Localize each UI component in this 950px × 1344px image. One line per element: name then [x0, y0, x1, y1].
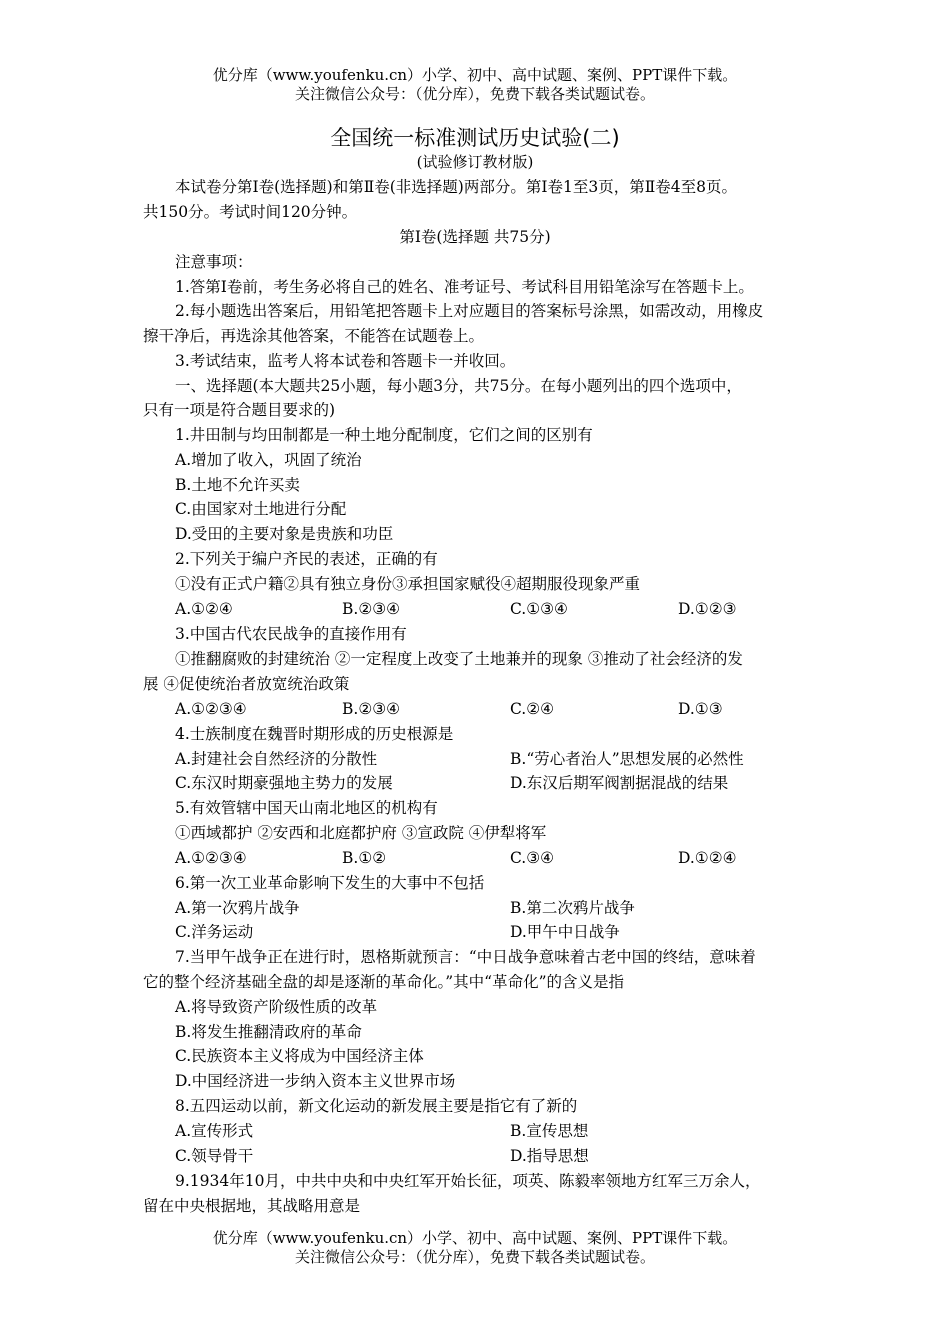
q1-option-b: B.土地不允许买卖: [175, 476, 300, 494]
q8-option-b: B.宣传思想: [510, 1122, 589, 1140]
q8-stem: 8.五四运动以前，新文化运动的新发展主要是指它有了新的: [175, 1097, 578, 1115]
part1-line-2: 只有一项是符合题目要求的): [143, 401, 336, 419]
q8-option-d: D.指导思想: [510, 1147, 589, 1165]
q3-option-a: A.①②③④: [175, 700, 247, 718]
q5-option-d: D.①②④: [678, 849, 737, 867]
q3-stem: 3.中国古代农民战争的直接作用有: [175, 625, 407, 643]
q3-items-line-1: ①推翻腐败的封建统治 ②一定程度上改变了土地兼并的现象 ③推动了社会经济的发: [175, 650, 743, 668]
part1-line-1: 一、选择题(本大题共25小题，每小题3分，共75分。在每小题列出的四个选项中，: [175, 377, 742, 395]
intro-line-1: 本试卷分第Ⅰ卷(选择题)和第Ⅱ卷(非选择题)两部分。第Ⅰ卷1至3页，第Ⅱ卷4至8页。: [175, 178, 737, 196]
q7-option-c: C.民族资本主义将成为中国经济主体: [175, 1047, 424, 1065]
q1-option-d: D.受田的主要对象是贵族和功臣: [175, 525, 394, 543]
q6-option-b: B.第二次鸦片战争: [510, 899, 635, 917]
q6-stem: 6.第一次工业革命影响下发生的大事中不包括: [175, 874, 485, 892]
q9-stem-line-2: 留在中央根据地，其战略用意是: [143, 1197, 361, 1215]
q4-option-a: A.封建社会自然经济的分散性: [175, 750, 378, 768]
q2-option-b: B.②③④: [342, 600, 401, 618]
q6-option-a: A.第一次鸦片战争: [175, 899, 300, 917]
q4-option-c: C.东汉时期豪强地主势力的发展: [175, 774, 393, 792]
q5-items: ①西域都护 ②安西和北庭都护府 ③宣政院 ④伊犁将军: [175, 824, 547, 842]
note-2-line-1: 2.每小题选出答案后，用铅笔把答题卡上对应题目的答案标号涂黑，如需改动，用橡皮: [175, 302, 764, 320]
q7-stem-line-2: 它的整个经济基础全盘的却是逐渐的革命化。”其中“革命化”的含义是指: [143, 973, 625, 991]
q4-option-b: B.“劳心者治人”思想发展的必然性: [510, 750, 744, 768]
q3-option-c: C.②④: [510, 700, 555, 718]
note-3: 3.考试结束，监考人将本试卷和答题卡一并收回。: [175, 352, 516, 370]
note-1: 1.答第Ⅰ卷前，考生务必将自己的姓名、准考证号、考试科目用铅笔涂写在答题卡上。: [175, 278, 754, 296]
notes-heading: 注意事项：: [175, 253, 253, 271]
q3-items-line-2: 展 ④促使统治者放宽统治政策: [143, 675, 350, 693]
q7-option-a: A.将导致资产阶级性质的改革: [175, 998, 378, 1016]
q7-option-d: D.中国经济进一步纳入资本主义世界市场: [175, 1072, 456, 1090]
q1-option-c: C.由国家对土地进行分配: [175, 500, 347, 518]
q1-stem: 1.井田制与均田制都是一种土地分配制度，它们之间的区别有: [175, 426, 593, 444]
q2-items: ①没有正式户籍②具有独立身份③承担国家赋役④超期服役现象严重: [175, 575, 641, 593]
page-subtitle: (试验修订教材版): [416, 153, 534, 171]
header-line-2: 关注微信公众号：（优分库），免费下载各类试题试卷。: [294, 85, 655, 103]
q8-option-c: C.领导骨干: [175, 1147, 254, 1165]
note-2-line-2: 擦干净后，再选涂其他答案，不能答在试题卷上。: [143, 327, 485, 345]
q5-option-c: C.③④: [510, 849, 555, 867]
q7-option-b: B.将发生推翻清政府的革命: [175, 1023, 362, 1041]
q2-option-d: D.①②③: [678, 600, 737, 618]
q4-option-d: D.东汉后期军阀割据混战的结果: [510, 774, 729, 792]
section-title: 第Ⅰ卷(选择题 共75分): [399, 228, 551, 246]
footer-line-1: 优分库（www.youfenku.cn）小学、初中、高中试题、案例、PPT课件下载。: [212, 1229, 738, 1247]
q5-stem: 5.有效管辖中国天山南北地区的机构有: [175, 799, 438, 817]
q3-option-d: D.①③: [678, 700, 723, 718]
q2-stem: 2.下列关于编户齐民的表述，正确的有: [175, 550, 438, 568]
q6-option-c: C.洋务运动: [175, 923, 254, 941]
q5-option-b: B.①②: [342, 849, 387, 867]
q3-option-b: B.②③④: [342, 700, 401, 718]
intro-line-2: 共150分。考试时间120分钟。: [143, 203, 358, 221]
q7-stem-line-1: 7.当甲午战争正在进行时，恩格斯就预言：“中日战争意味着古老中国的终结，意味着: [175, 948, 756, 966]
q2-option-c: C.①③④: [510, 600, 568, 618]
q1-option-a: A.增加了收入，巩固了统治: [175, 451, 362, 469]
page-title: 全国统一标准测试历史试验(二): [330, 126, 620, 150]
q8-option-a: A.宣传形式: [175, 1122, 254, 1140]
header-line-1: 优分库（www.youfenku.cn）小学、初中、高中试题、案例、PPT课件下载。: [212, 66, 738, 84]
q4-stem: 4.士族制度在魏晋时期形成的历史根源是: [175, 725, 454, 743]
q6-option-d: D.甲午中日战争: [510, 923, 620, 941]
q5-option-a: A.①②③④: [175, 849, 247, 867]
q9-stem-line-1: 9.1934年10月，中共中央和中央红军开始长征，项英、陈毅率领地方红军三万余人，: [175, 1172, 761, 1190]
footer-line-2: 关注微信公众号：（优分库），免费下载各类试题试卷。: [294, 1248, 655, 1266]
q2-option-a: A.①②④: [175, 600, 233, 618]
